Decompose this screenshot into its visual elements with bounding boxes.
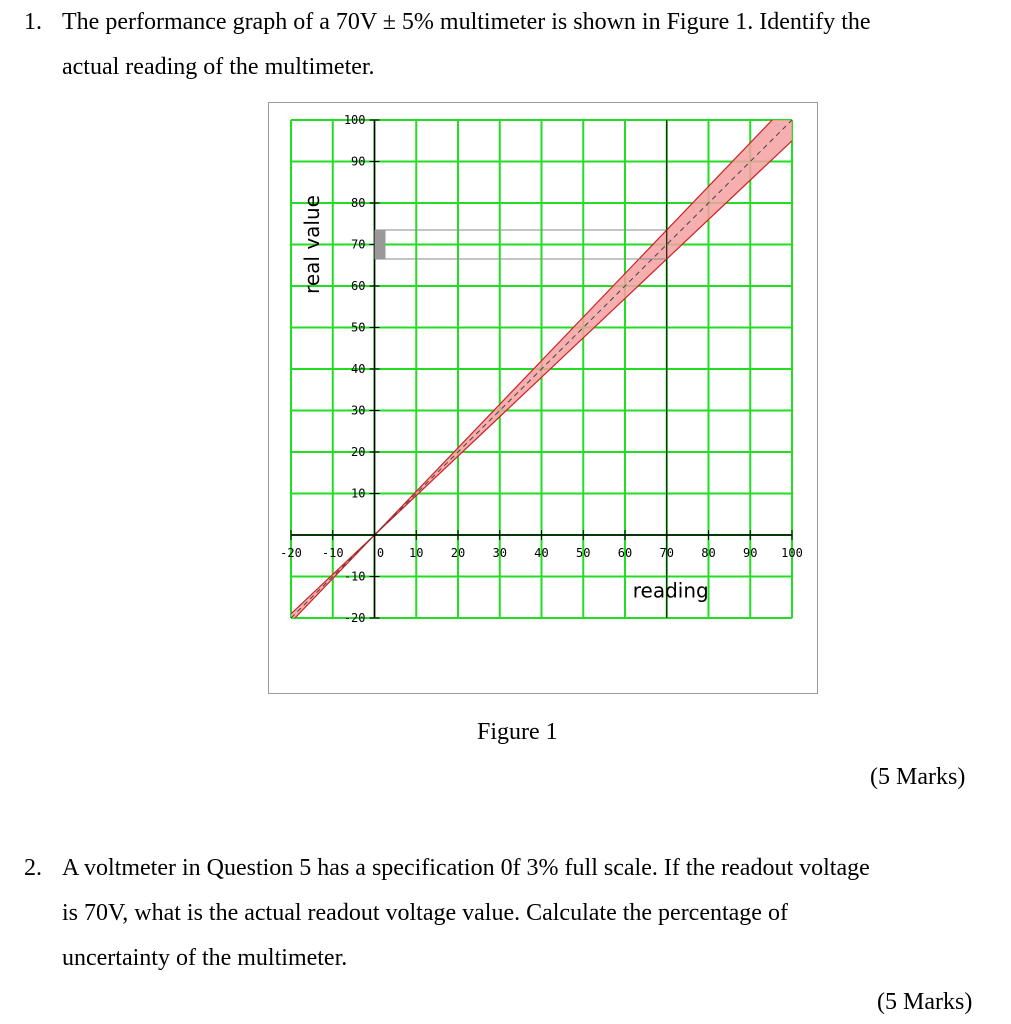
figure-1-frame [268,102,818,694]
x-tick-label: 60 [617,546,633,560]
y-tick-label: 10 [351,486,366,501]
x-tick-label: 70 [659,546,674,560]
performance-chart [269,103,817,693]
x-tick-label: 0 [376,546,385,560]
y-tick-label: 90 [351,154,366,169]
y-tick-label: -10 [343,569,366,584]
y-tick-label: 100 [343,113,366,127]
real-value-range-marker [375,230,386,259]
x-axis-title: reading [632,578,709,603]
y-tick-label: 70 [351,237,366,252]
x-tick-label: 90 [743,546,758,560]
question-1-text-line-2: actual reading of the multimeter. [62,54,375,80]
y-tick-label: 60 [351,279,366,293]
question-1-marks: (5 Marks) [870,764,966,790]
figure-caption: Figure 1 [477,719,558,745]
x-tick-label: 20 [450,546,466,560]
x-tick-label: 80 [701,546,716,560]
x-tick-label: 100 [781,546,803,560]
x-tick-label: 10 [409,546,424,560]
question-2-text-line-1: A voltmeter in Question 5 has a specification 0f 3% full scale. If the readout voltage [62,855,870,881]
question-2-number: 2. [24,855,42,881]
question-2-text-line-3: uncertainty of the multimeter. [62,945,348,971]
y-tick-label: 50 [351,320,366,335]
y-tick-label: 80 [351,196,366,210]
y-axis-title: real value [300,195,324,294]
x-tick-label: 50 [576,546,591,560]
x-tick-label: -10 [321,546,344,560]
y-tick-label: 40 [351,362,366,376]
question-2-marks: (5 Marks) [877,989,973,1015]
x-tick-label: -20 [280,546,302,560]
y-tick-label: -20 [343,611,366,625]
question-1-text-line-1: The performance graph of a 70V ± 5% multimeter is shown in Figure 1. Identify the [62,9,871,35]
y-tick-label: 30 [351,403,366,418]
question-2-text-line-2: is 70V, what is the actual readout voltage value. Calculate the percentage of [62,900,788,926]
x-tick-label: 40 [534,546,549,560]
x-tick-label: 30 [492,546,507,560]
y-tick-label: 20 [351,445,366,459]
question-1-number: 1. [24,9,42,35]
